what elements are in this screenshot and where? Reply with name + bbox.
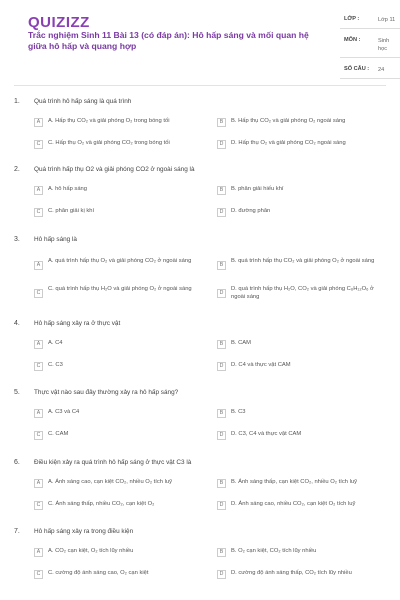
option-text: A. C4 [48, 340, 63, 346]
meta-row-lop [340, 14, 400, 29]
option-c[interactable]: C C. phân giải kị khí [34, 208, 204, 217]
option-d[interactable]: D D. quá trình hấp thụ H₂O, CO₂ và giải phóng C₆H₁₂O₆ ở ngoài sáng [217, 286, 387, 301]
option-b[interactable]: B B. Hấp thụ CO₂ và giải phóng O₂ ngoài sáng [217, 118, 387, 127]
meta-value: 24 [378, 67, 385, 73]
question-2 [14, 166, 386, 226]
meta-label: MÔN : [344, 37, 361, 43]
option-d[interactable]: D D. đường phân [217, 208, 387, 217]
question-number: 1. [14, 98, 20, 105]
option-c[interactable]: C C. C3 [34, 362, 204, 371]
option-d[interactable]: D D. Ánh sáng cao, nhiều CO₂, cạn kiệt O₂ tích luỹ [217, 501, 387, 510]
option-text: C. quá trình hấp thụ H₂O và giải phóng O₂ ở ngoài sáng [48, 286, 192, 292]
option-c[interactable]: C C. Hấp thụ O₂ và giải phóng CO₂ trong bóng tối [34, 140, 204, 149]
question-text: Điều kiện xảy ra quá trình hô hấp sáng ở thực vật C3 là [34, 459, 192, 466]
option-text: D. quá trình hấp thụ H₂O, CO₂ và giải phóng C₆H₁₂O₆ ở ngoài sáng [231, 286, 374, 300]
option-a[interactable]: A A. C3 và C4 [34, 409, 204, 418]
option-text: B. C3 [231, 409, 246, 415]
worksheet-header [14, 0, 396, 86]
question-number: 7. [14, 528, 20, 535]
option-text: D. Ánh sáng cao, nhiều CO₂, cạn kiệt O₂ tích luỹ [231, 501, 356, 507]
quizizz-logo: QUIZIZZ [28, 14, 90, 31]
option-a[interactable]: A A. C4 [34, 340, 204, 349]
question-text: Thực vật nào sau đây thường xảy ra hô hấp sáng? [34, 389, 179, 396]
option-a[interactable]: A A. hô hấp sáng [34, 186, 204, 195]
question-text: Quá trình hô hấp sáng là quá trình [34, 98, 132, 105]
option-b[interactable]: B B. Ánh sáng thấp, cạn kiệt CO₂, nhiều O₂ tích luỹ [217, 479, 387, 488]
option-text: B. O₂ cạn kiệt, CO₂ tích lũy nhiều [231, 548, 317, 554]
option-b[interactable]: B B. CAM [217, 340, 387, 349]
question-text: Hô hấp sáng xảy ra trong điều kiện [34, 528, 134, 535]
option-text: A. Hấp thụ CO₂ và giải phóng O₂ trong bóng tối [48, 118, 170, 124]
question-number: 6. [14, 459, 20, 466]
option-d[interactable]: D D. cường độ ánh sáng thấp, CO₂ tích lũy nhiều [217, 570, 387, 579]
question-7 [14, 528, 386, 588]
question-6 [14, 459, 386, 519]
option-c[interactable]: C C. CAM [34, 431, 204, 440]
option-c[interactable]: C C. Ánh sáng thấp, nhiều CO₂, cạn kiệt O₂ [34, 501, 204, 510]
question-3 [14, 236, 386, 312]
question-number: 4. [14, 320, 20, 327]
option-text: B. Hấp thụ CO₂ và giải phóng O₂ ngoài sáng [231, 118, 346, 124]
option-c[interactable]: C C. cường độ ánh sáng cao, O₂ cạn kiệt [34, 570, 204, 579]
option-text: B. phân giải hiếu khí [231, 186, 284, 192]
question-number: 5. [14, 389, 20, 396]
option-text: D. đường phân [231, 208, 271, 214]
option-a[interactable]: A A. quá trình hấp thụ O₂ và giải phóng CO₂ ở ngoài sáng [34, 258, 204, 270]
option-text: A. C3 và C4 [48, 409, 80, 415]
question-5 [14, 389, 386, 449]
question-number: 2. [14, 166, 20, 173]
question-4 [14, 320, 386, 380]
question-number: 3. [14, 236, 20, 243]
option-text: C. phân giải kị khí [48, 208, 95, 214]
option-d[interactable]: D D. Hấp thụ O₂ và giải phóng CO₂ ngoài sáng [217, 140, 387, 149]
option-a[interactable]: A A. Hấp thụ CO₂ và giải phóng O₂ trong bóng tối [34, 118, 204, 127]
option-text: C. C3 [48, 362, 63, 368]
option-text: D. cường độ ánh sáng thấp, CO₂ tích lũy nhiều [231, 570, 352, 576]
option-b[interactable]: B B. O₂ cạn kiệt, CO₂ tích lũy nhiều [217, 548, 387, 557]
option-text: B. quá trình hấp thụ CO₂ và giải phóng O₂ ở ngoài sáng [231, 258, 375, 264]
worksheet-title: Trắc nghiệm Sinh 11 Bài 13 (có đáp án): Hô hấp sáng và mối quan hệ giữa hô hấp và quang hợp [28, 30, 309, 51]
option-c[interactable]: C C. quá trình hấp thụ H₂O và giải phóng O₂ ở ngoài sáng [34, 286, 204, 298]
question-text: Hô hấp sáng xảy ra ở thực vật [34, 320, 121, 327]
option-text: A. CO₂ cạn kiệt, O₂ tích lũy nhiều [48, 548, 134, 554]
option-text: C. cường độ ánh sáng cao, O₂ cạn kiệt [48, 570, 149, 576]
option-text: D. C3, C4 và thực vật CAM [231, 431, 302, 437]
option-text: C. Hấp thụ O₂ và giải phóng CO₂ trong bóng tối [48, 140, 170, 146]
option-text: A. Ánh sáng cao, cạn kiệt CO₂, nhiều O₂ tích luỹ [48, 479, 173, 485]
option-text: D. C4 và thực vật CAM [231, 362, 291, 368]
option-b[interactable]: B B. C3 [217, 409, 387, 418]
question-1 [14, 98, 386, 158]
option-text: A. quá trình hấp thụ O₂ và giải phóng CO₂ ở ngoài sáng [48, 258, 192, 264]
meta-panel [340, 14, 400, 79]
meta-row-mon [340, 35, 400, 58]
option-text: A. hô hấp sáng [48, 186, 87, 192]
option-text: C. CAM [48, 431, 69, 437]
option-b[interactable]: B B. quá trình hấp thụ CO₂ và giải phóng O₂ ở ngoài sáng [217, 258, 387, 270]
option-a[interactable]: A A. Ánh sáng cao, cạn kiệt CO₂, nhiều O₂ tích luỹ [34, 479, 204, 488]
option-text: B. CAM [231, 340, 251, 346]
option-text: D. Hấp thụ O₂ và giải phóng CO₂ ngoài sáng [231, 140, 346, 146]
question-text: Hô hấp sáng là [34, 236, 77, 243]
question-text: Quá trình hấp thụ O2 và giải phóng CO2 ở ngoài sáng là [34, 166, 195, 173]
meta-row-socau [340, 64, 400, 79]
option-d[interactable]: D D. C3, C4 và thực vật CAM [217, 431, 387, 440]
meta-value: Sinh học [378, 38, 390, 52]
meta-value: Lớp 11 [378, 17, 396, 23]
meta-label: LỚP : [344, 16, 360, 22]
option-a[interactable]: A A. CO₂ cạn kiệt, O₂ tích lũy nhiều [34, 548, 204, 557]
option-text: C. Ánh sáng thấp, nhiều CO₂, cạn kiệt O₂ [48, 501, 155, 507]
option-b[interactable]: B B. phân giải hiếu khí [217, 186, 387, 195]
option-d[interactable]: D D. C4 và thực vật CAM [217, 362, 387, 371]
option-text: B. Ánh sáng thấp, cạn kiệt CO₂, nhiều O₂ tích luỹ [231, 479, 357, 485]
meta-label: SỐ CÂU : [344, 66, 370, 72]
